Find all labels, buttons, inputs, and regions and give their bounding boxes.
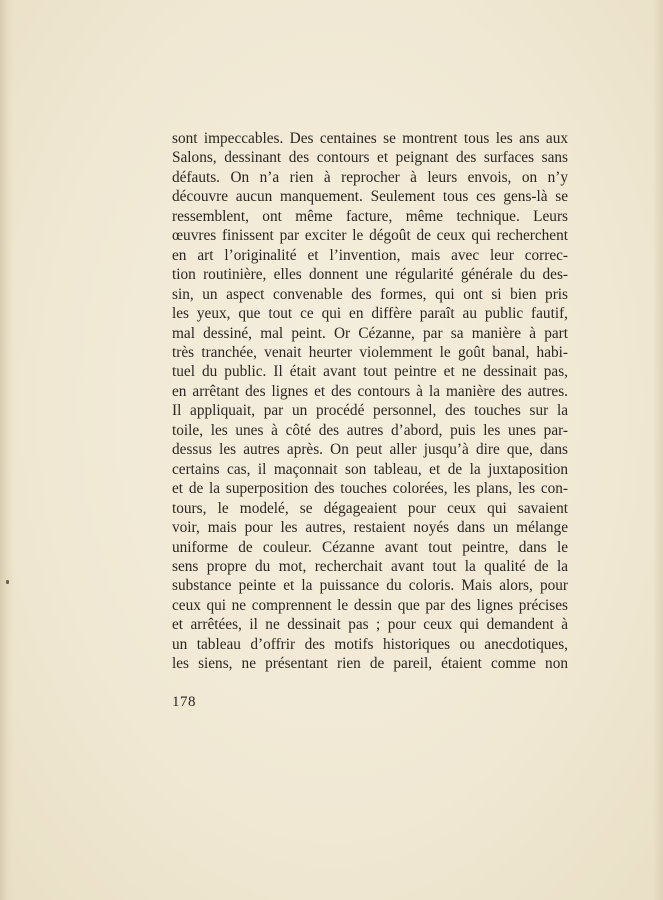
text-line: voir, mais pour les autres, restaient noyés dans un mélange bbox=[172, 519, 568, 537]
text-line: les siens, ne présentant rien de pareil, étaient comme non bbox=[172, 655, 568, 673]
text-line: ceux qui ne comprennent le dessin que par des lignes précises bbox=[172, 596, 568, 614]
text-line: très tranchée, venait heurter violemment le goût banal, habi- bbox=[172, 343, 568, 361]
text-line: ressemblent, ont même facture, même technique. Leurs bbox=[172, 207, 568, 225]
text-line: défauts. On n’a rien à reprocher à leurs envois, on n’y bbox=[172, 168, 568, 186]
text-line: sont impeccables. Des centaines se montrent tous les ans aux bbox=[172, 130, 568, 147]
text-line: découvre aucun manquement. Seulement tous ces gens-là se bbox=[172, 188, 568, 206]
text-line: et arrêtées, il ne dessinait pas ; pour ceux qui demandent à bbox=[172, 616, 568, 634]
text-line: certains cas, il maçonnait son tableau, et de la juxtaposition bbox=[172, 460, 568, 478]
margin-mark bbox=[6, 580, 9, 584]
text-line: toile, les unes à côté des autres d’abord, puis les unes par- bbox=[172, 421, 568, 439]
text-line: substance peinte et la puissance du coloris. Mais alors, pour bbox=[172, 577, 568, 595]
text-line: sin, un aspect convenable des formes, qui ont si bien pris bbox=[172, 285, 568, 303]
text-line: en art l’originalité et l’invention, mais avec leur correc- bbox=[172, 246, 568, 264]
text-line: œuvres finissent par exciter le dégoût de ceux qui recherchent bbox=[172, 227, 568, 245]
text-line: uniforme de couleur. Cézanne avant tout peintre, dans le bbox=[172, 538, 568, 556]
text-line: et de la superposition des touches colorées, les plans, les con- bbox=[172, 480, 568, 498]
text-line: tuel du public. Il était avant tout peintre et ne dessinait pas, bbox=[172, 363, 568, 381]
text-line: en arrêtant des lignes et des contours à la manière des autres. bbox=[172, 382, 568, 400]
page-number: 178 bbox=[172, 694, 196, 710]
text-line: tours, le modelé, se dégageaient pour ceux qui savaient bbox=[172, 499, 568, 517]
body-text bbox=[172, 129, 568, 674]
text-line: sens propre du mot, recherchait avant tout la qualité de la bbox=[172, 557, 568, 575]
text-line: Salons, dessinant des contours et peignant des surfaces sans bbox=[172, 149, 568, 167]
text-line: tion routinière, elles donnent une régularité générale du des- bbox=[172, 266, 568, 284]
text-line: dessus les autres après. On peut aller jusqu’à dire que, dans bbox=[172, 441, 568, 459]
text-line: les yeux, que tout ce qui en diffère paraît au public fautif, bbox=[172, 305, 568, 323]
text-line: mal dessiné, mal peint. Or Cézanne, par sa manière à part bbox=[172, 324, 568, 342]
text-line: Il appliquait, par un procédé personnel, des touches sur la bbox=[172, 402, 568, 420]
text-line: un tableau d’offrir des motifs historiques ou anecdotiques, bbox=[172, 635, 568, 653]
